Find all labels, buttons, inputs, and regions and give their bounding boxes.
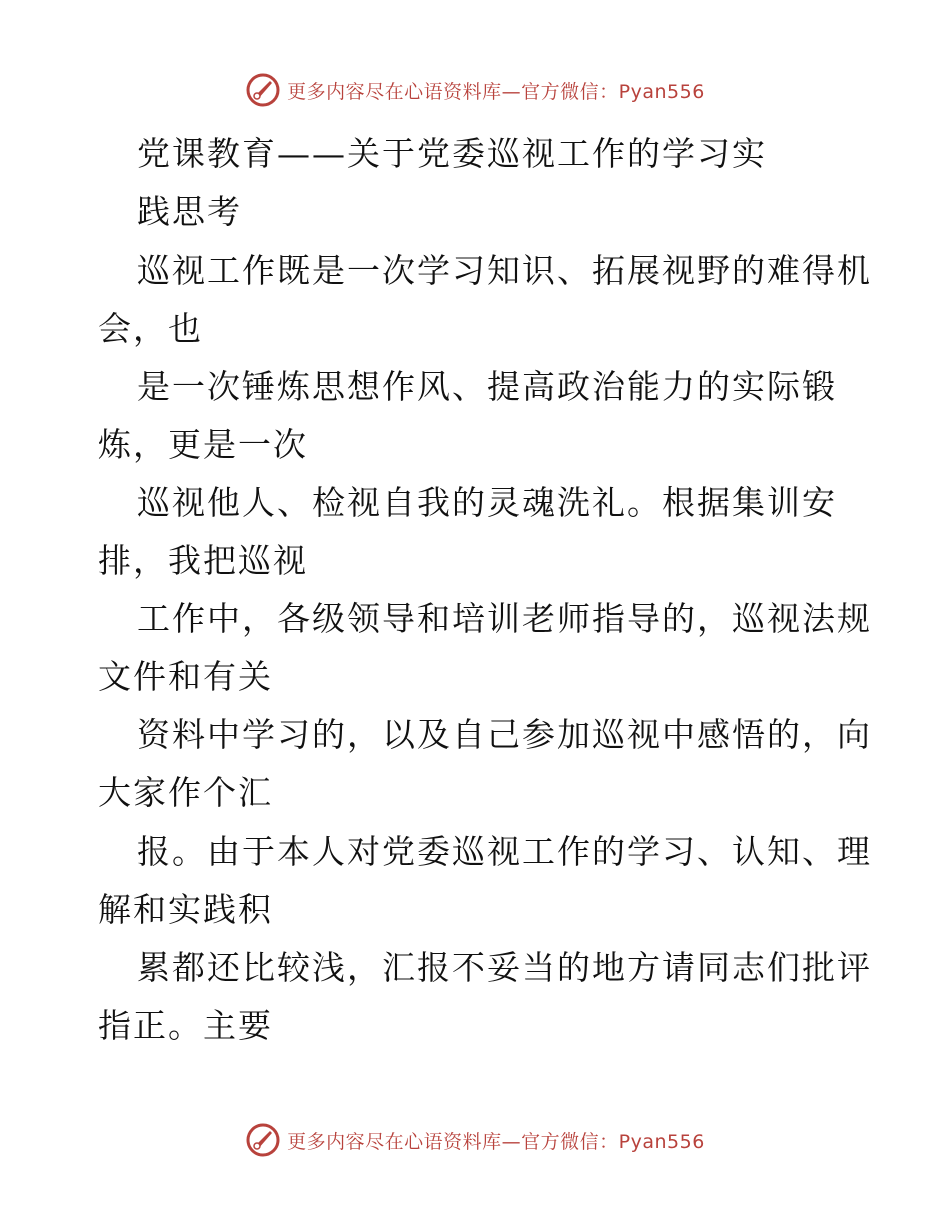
document-title-line-2: 践思考 <box>137 192 242 231</box>
body-line: 指正。主要 <box>98 1006 273 1045</box>
document-title-line-1: 党课教育——关于党委巡视工作的学习实 <box>137 134 767 173</box>
header-banner-text: 更多内容尽在心语资料库—官方微信：Pyan556 <box>287 80 705 103</box>
quill-logo-icon <box>245 72 281 108</box>
body-line: 累都还比较浅，汇报不妥当的地方请同志们批评 <box>137 948 872 987</box>
body-line: 巡视工作既是一次学习知识、拓展视野的难得机 <box>137 251 872 290</box>
body-line: 炼，更是一次 <box>98 425 308 464</box>
body-line: 是一次锤炼思想作风、提高政治能力的实际锻 <box>137 367 837 406</box>
header-banner <box>0 70 950 110</box>
body-line: 文件和有关 <box>98 657 273 696</box>
footer-banner <box>0 1120 950 1160</box>
body-line: 解和实践积 <box>98 890 273 929</box>
body-line: 巡视他人、检视自我的灵魂洗礼。根据集训安 <box>137 483 837 522</box>
body-line: 工作中，各级领导和培训老师指导的，巡视法规 <box>137 599 872 638</box>
body-line: 资料中学习的，以及自己参加巡视中感悟的，向 <box>137 715 872 754</box>
body-line: 大家作个汇 <box>98 773 273 812</box>
quill-logo-icon <box>245 1122 281 1158</box>
body-line: 会，也 <box>98 309 203 348</box>
body-line: 排，我把巡视 <box>98 541 308 580</box>
body-line: 报。由于本人对党委巡视工作的学习、认知、理 <box>137 832 872 871</box>
footer-banner-text: 更多内容尽在心语资料库—官方微信：Pyan556 <box>287 1130 705 1153</box>
